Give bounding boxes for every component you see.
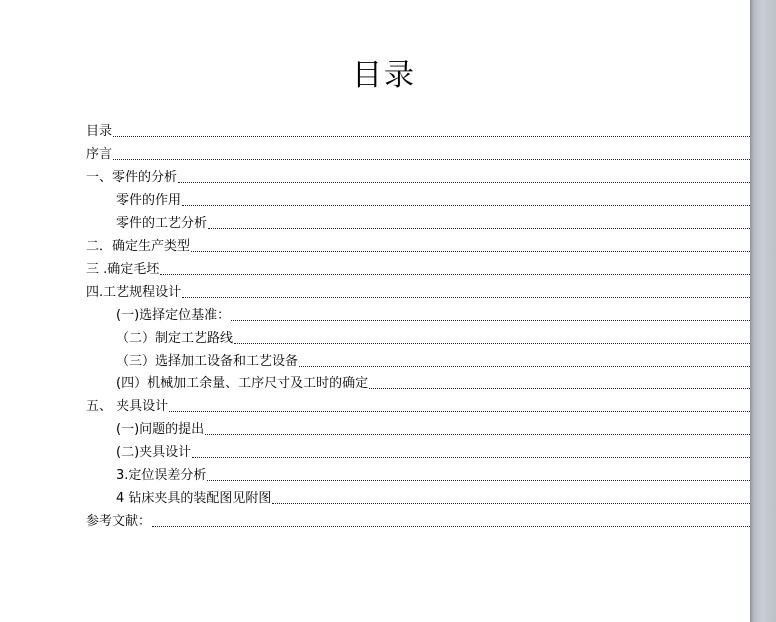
toc-entry[interactable] [116,193,750,209]
toc-entry-text: (四）机械加工余量、工序尺寸及工时的确定 [116,376,369,391]
toc-entry[interactable] [86,399,750,415]
vertical-scrollbar[interactable] [750,0,776,622]
toc-dot-leader [208,228,750,229]
toc-entry-text: 一、零件的分析 [86,170,178,185]
toc-title: 目录 [352,58,416,93]
toc-entry[interactable] [116,308,750,324]
toc-dot-leader [182,205,750,206]
toc-dot-leader [192,457,750,458]
toc-entry[interactable] [116,468,750,484]
toc-entry[interactable] [116,376,750,392]
toc-dot-leader [205,434,750,435]
toc-entry[interactable] [86,147,750,163]
toc-entry[interactable] [86,170,750,186]
toc-entry[interactable] [86,514,750,530]
toc-entry-text: 零件的工艺分析 [116,216,208,231]
toc-entry-text: 参考文献： [86,514,152,529]
toc-entry[interactable] [116,445,750,461]
toc-dot-leader [152,526,750,527]
toc-dot-leader [231,320,750,321]
toc-entry-text: (一)选择定位基准： [116,308,231,323]
toc-entry-text: (一)问题的提出 [116,422,205,437]
toc-entry[interactable] [86,262,750,278]
toc-dot-leader [369,388,750,389]
toc-dot-leader [182,297,750,298]
toc-entry-text: 序言 [86,147,113,162]
toc-entry-text: 零件的作用 [116,193,182,208]
toc-dot-leader [178,182,750,183]
toc-dot-leader [113,159,750,160]
toc-entry-text: 四.工艺规程设计 [86,285,182,300]
toc-dot-leader [299,366,750,367]
toc-dot-leader [207,480,750,481]
toc-entry-text: （三）选择加工设备和工艺设备 [116,354,299,369]
toc-entry-text: 目录 [86,124,113,139]
toc-entry[interactable] [116,422,750,438]
toc-dot-leader [191,251,750,252]
toc-entry-text: 五、 夹具设计 [86,399,169,414]
toc-dot-leader [160,274,750,275]
toc-dot-leader [234,343,750,344]
toc-entry[interactable] [116,331,750,347]
toc-entry[interactable] [86,124,750,140]
toc-entry-text: （二）制定工艺路线 [116,331,234,346]
toc-entry[interactable] [86,239,750,255]
toc-entry-text: 4 钻床夹具的装配图见附图 [116,491,272,506]
toc-entry[interactable] [116,354,750,370]
toc-entry[interactable] [116,491,750,507]
toc-entry[interactable] [116,216,750,232]
toc-entry-text: (二)夹具设计 [116,445,192,460]
toc-dot-leader [272,503,750,504]
toc-entry-text: 3.定位误差分析 [116,468,207,483]
toc-entry[interactable] [86,285,750,301]
toc-dot-leader [113,136,750,137]
toc-entry-text: 二．确定生产类型 [86,239,191,254]
toc-entry-text: 三 .确定毛坯 [86,262,160,277]
toc-dot-leader [169,411,750,412]
